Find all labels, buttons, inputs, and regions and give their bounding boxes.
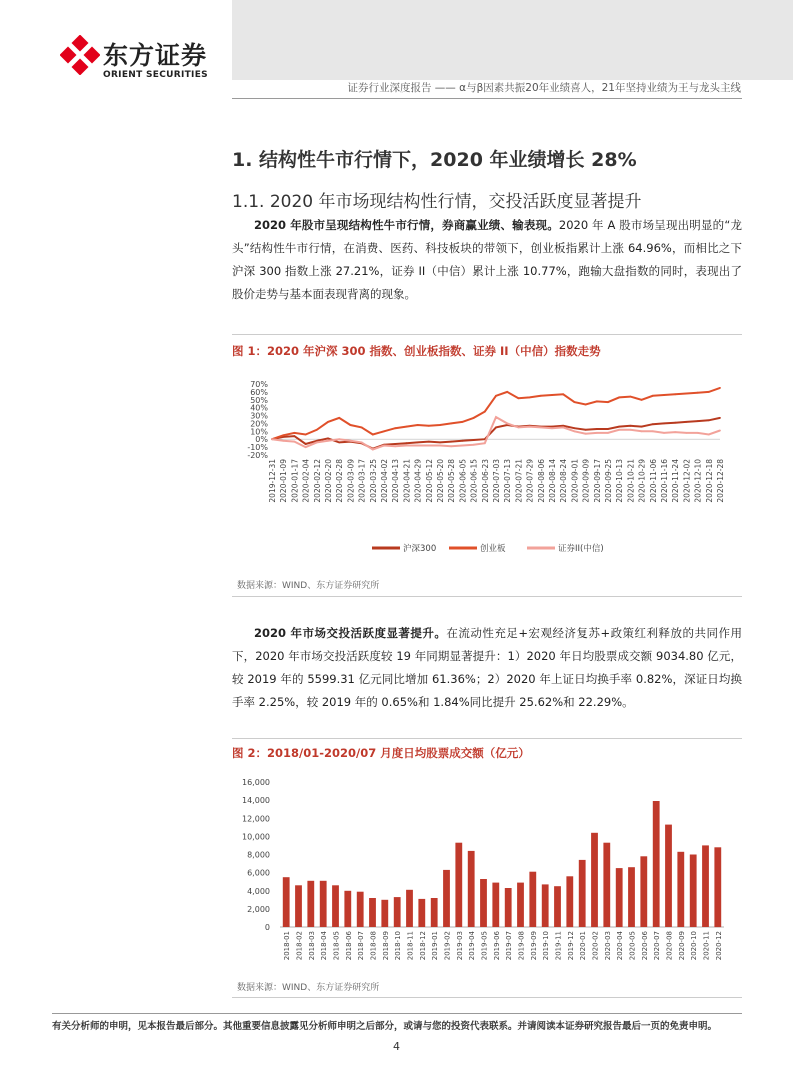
- data-point: [439, 445, 441, 447]
- y-tick-label: 2,000: [247, 904, 270, 914]
- data-point: [708, 434, 710, 436]
- x-tick-label: 2020-12-18: [704, 459, 714, 503]
- bar: [616, 868, 623, 927]
- x-tick-label: 2020-09-01: [570, 459, 580, 503]
- x-tick-label: 2019-10: [542, 931, 551, 961]
- turnover-bar-chart: [232, 774, 742, 970]
- paragraph-body: 2020 年 A 股市场呈现出明显的“龙头”结构性牛市行情，在消费、医药、科技板块的带领下，创业板指累计上涨 64.96%，而相比之下沪深 300 指数上涨 27.21%，证券 II（中信）累计上涨 10.77%，跑输大盘指数的同时，表现出了股价走势与基本面表现背离的现象。: [232, 218, 742, 301]
- bar: [492, 883, 499, 927]
- x-tick-label: 2020-07-29: [525, 459, 535, 503]
- x-tick-label: 2020-02-12: [312, 459, 322, 503]
- bar: [455, 843, 462, 927]
- data-point: [630, 396, 632, 398]
- bar: [468, 851, 475, 927]
- y-tick-label: 60%: [250, 387, 268, 397]
- x-tick-label: 2020-05-12: [424, 459, 434, 503]
- bar: [640, 856, 647, 927]
- data-point: [574, 427, 576, 429]
- logo-text-en: ORIENT SECURITIES: [103, 70, 208, 80]
- data-point: [316, 442, 318, 444]
- x-tick-label: 2019-02: [443, 931, 452, 961]
- x-tick-label: 2020-06-23: [480, 459, 490, 503]
- x-tick-label: 2020-04-29: [413, 459, 423, 503]
- x-tick-label: 2020-02: [591, 931, 600, 961]
- figure1-bottom-rule: [232, 596, 742, 597]
- data-point: [462, 421, 464, 423]
- data-point: [551, 427, 553, 429]
- data-point: [417, 424, 419, 426]
- data-point: [686, 393, 688, 395]
- bar: [542, 884, 549, 927]
- data-point: [618, 429, 620, 431]
- data-point: [585, 433, 587, 435]
- y-tick-label: -10%: [247, 443, 268, 453]
- x-tick-label: 2020-11-16: [660, 459, 669, 503]
- x-tick-label: 2020-12: [714, 931, 723, 961]
- x-tick-label: 2018-04: [320, 931, 329, 961]
- bar: [431, 898, 438, 927]
- bar: [406, 890, 413, 927]
- x-tick-label: 2018-06: [344, 931, 353, 961]
- data-point: [495, 395, 497, 397]
- data-point: [316, 429, 318, 431]
- bar: [603, 843, 610, 927]
- data-point: [540, 427, 542, 429]
- x-tick-label: 2019-12: [566, 931, 575, 961]
- data-point: [282, 440, 284, 442]
- x-tick-label: 2020-07-21: [514, 459, 524, 503]
- x-tick-label: 2018-03: [307, 931, 316, 961]
- data-point: [338, 438, 340, 440]
- x-tick-label: 2020-01-17: [290, 459, 300, 503]
- data-point: [518, 397, 520, 399]
- data-point: [641, 426, 643, 428]
- x-tick-label: 2020-11-24: [671, 459, 681, 503]
- subsection-heading: 1.1. 2020 年市场现结构性行情，交投活跃度显著提升: [232, 192, 642, 212]
- bar: [579, 860, 586, 927]
- y-tick-label: 20%: [250, 419, 268, 429]
- data-point: [518, 427, 520, 429]
- data-point: [473, 444, 475, 446]
- bar: [566, 876, 573, 927]
- y-tick-label: 8,000: [247, 850, 270, 860]
- figure1-top-rule: [232, 334, 742, 335]
- data-point: [607, 432, 609, 434]
- header-divider: [232, 98, 742, 99]
- paragraph-trading-activity: [232, 622, 742, 714]
- x-tick-label: 2020-09: [677, 931, 686, 961]
- x-tick-label: 2020-04: [616, 931, 625, 961]
- paragraph-lead: 2020 年股市呈现结构性牛市行情，券商赢业绩、输表现。: [254, 218, 559, 232]
- data-point: [562, 427, 564, 429]
- data-point: [428, 425, 430, 427]
- x-tick-label: 2020-08-06: [536, 459, 546, 503]
- y-tick-label: 12,000: [242, 814, 270, 824]
- data-point: [361, 442, 363, 444]
- x-tick-label: 2020-03-09: [346, 459, 356, 503]
- page-number: 4: [393, 1040, 400, 1053]
- data-point: [652, 430, 654, 432]
- x-tick-label: 2019-11: [554, 931, 563, 961]
- data-point: [383, 430, 385, 432]
- x-tick-label: 2020-11: [702, 931, 711, 961]
- bar: [480, 879, 487, 927]
- x-tick-label: 2018-02: [295, 931, 304, 961]
- x-tick-label: 2020-03-17: [357, 459, 367, 503]
- data-point: [630, 425, 632, 427]
- data-point: [674, 393, 676, 395]
- data-point: [294, 435, 296, 437]
- x-tick-label: 2020-10-13: [615, 459, 625, 503]
- data-point: [708, 391, 710, 393]
- data-point: [394, 443, 396, 445]
- x-tick-label: 2018-09: [381, 931, 390, 961]
- data-point: [450, 423, 452, 425]
- disclaimer-text: 有关分析师的申明，见本报告最后部分。其他重要信息披露见分析师申明之后部分，或请与您的投资代表联系。并请阅读本证券研究报告最后一页的免责申明。: [52, 1021, 718, 1032]
- data-point: [462, 445, 464, 447]
- figure2-bottom-rule: [232, 997, 742, 998]
- section-heading: 1. 结构性牛市行情下，2020 年业绩增长 28%: [232, 149, 637, 171]
- data-point: [439, 442, 441, 444]
- data-point: [652, 395, 654, 397]
- data-point: [540, 395, 542, 397]
- data-point: [697, 392, 699, 394]
- x-tick-label: 2019-03: [455, 931, 464, 961]
- x-tick-label: 2020-08-14: [548, 459, 557, 503]
- x-tick-label: 2018-05: [332, 931, 341, 961]
- data-point: [327, 440, 329, 442]
- y-tick-label: 0: [264, 923, 270, 932]
- data-point: [506, 391, 508, 393]
- logo-text-cn: 东方证券: [103, 41, 208, 70]
- paragraph-lead: 2020 年市场交投活跃度显著提升。: [254, 626, 447, 640]
- data-point: [618, 397, 620, 399]
- x-tick-label: 2020-07-03: [492, 459, 501, 503]
- x-tick-label: 2020-09-09: [581, 459, 591, 503]
- x-tick-label: 2018-12: [418, 931, 427, 961]
- x-tick-label: 2020-06-05: [458, 459, 468, 503]
- x-tick-label: 2020-03: [603, 931, 612, 961]
- data-point: [406, 442, 408, 444]
- figure2-source: 数据来源：WIND、东方证券研究所: [237, 983, 380, 993]
- data-point: [574, 401, 576, 403]
- x-tick-label: 2018-08: [369, 931, 378, 961]
- data-point: [361, 427, 363, 429]
- data-point: [294, 432, 296, 434]
- data-point: [473, 439, 475, 441]
- data-point: [305, 434, 307, 436]
- data-point: [428, 441, 430, 443]
- x-tick-label: 2020-01-09: [279, 459, 289, 503]
- x-tick-label: 2018-07: [357, 931, 366, 961]
- x-tick-label: 2019-09: [529, 931, 538, 961]
- footer-divider: [52, 1013, 742, 1014]
- x-tick-label: 2019-04: [468, 931, 477, 961]
- data-point: [596, 432, 598, 434]
- x-tick-label: 2020-08: [665, 931, 674, 961]
- data-point: [450, 441, 452, 443]
- data-point: [372, 434, 374, 436]
- y-tick-label: 50%: [250, 395, 268, 405]
- data-point: [462, 440, 464, 442]
- x-tick-label: 2018-11: [406, 931, 415, 961]
- data-point: [674, 422, 676, 424]
- data-point: [383, 445, 385, 447]
- paragraph-market-trend: [232, 214, 742, 306]
- bar: [344, 891, 351, 927]
- data-point: [338, 417, 340, 419]
- x-tick-label: 2020-09-25: [604, 459, 613, 503]
- bar: [554, 886, 561, 927]
- x-tick-label: 2020-06-15: [469, 459, 479, 503]
- x-tick-label: 2020-04-21: [402, 459, 412, 503]
- data-point: [495, 416, 497, 418]
- x-tick-label: 2020-07: [653, 931, 662, 961]
- data-point: [663, 432, 665, 434]
- x-tick-label: 2020-12-28: [716, 459, 725, 503]
- data-point: [450, 445, 452, 447]
- data-point: [506, 423, 508, 425]
- x-tick-label: 2020-07-13: [503, 459, 513, 503]
- y-tick-label: -20%: [247, 451, 268, 460]
- x-tick-label: 2018-10: [394, 931, 403, 961]
- paragraph-body: 在流动性充足+宏观经济复苏+政策红利释放的共同作用下，2020 年市场交投活跃度较 19 年同期显著提升：1）2020 年日均股票成交额 9034.80 亿元，较 2019 年的 5599.31 亿元同比增加 61.36%；2）2020 年上证日均换手率 0.82%，深证日均换手率 2.25%，较 2019 年的 0.65%和 1.84%同比提升 25.62%和 22.29%。: [232, 626, 742, 709]
- data-point: [618, 426, 620, 428]
- x-tick-label: 2020-04-13: [391, 459, 401, 503]
- data-point: [406, 445, 408, 447]
- bar: [714, 847, 721, 927]
- data-point: [719, 417, 721, 419]
- bar: [332, 885, 339, 927]
- y-tick-label: 16,000: [242, 778, 270, 787]
- data-point: [596, 401, 598, 403]
- bar: [307, 881, 314, 927]
- data-point: [719, 387, 721, 389]
- data-point: [350, 440, 352, 442]
- data-point: [282, 434, 284, 436]
- figure1-source: 数据来源：WIND、东方证券研究所: [237, 581, 380, 591]
- series-line: [272, 418, 720, 449]
- x-tick-label: 2019-01: [431, 931, 440, 961]
- data-point: [574, 430, 576, 432]
- bar: [369, 898, 376, 927]
- bar: [283, 877, 290, 927]
- x-tick-label: 2020-10-21: [626, 459, 636, 503]
- bar: [690, 855, 697, 928]
- data-point: [551, 394, 553, 396]
- running-title: 证券行业深度报告 —— α与β因素共振20年业绩喜人，21年坚持业绩为王与龙头主线: [347, 82, 741, 94]
- data-point: [484, 411, 486, 413]
- x-tick-label: 2020-08-24: [559, 459, 569, 503]
- data-point: [372, 449, 374, 451]
- index-trend-line-chart: [232, 372, 742, 562]
- data-point: [529, 426, 531, 428]
- bar: [320, 881, 327, 927]
- data-point: [630, 429, 632, 431]
- y-tick-label: 40%: [250, 403, 268, 413]
- legend-label: 沪深300: [403, 544, 437, 554]
- bar: [517, 883, 524, 927]
- bar: [443, 870, 450, 927]
- bar: [529, 872, 536, 927]
- x-tick-label: 2020-01: [579, 931, 588, 961]
- bar: [653, 801, 660, 927]
- data-point: [294, 441, 296, 443]
- data-point: [607, 401, 609, 403]
- data-point: [641, 430, 643, 432]
- x-tick-label: 2020-04-02: [380, 459, 389, 503]
- y-tick-label: 10%: [250, 427, 268, 437]
- data-point: [327, 421, 329, 423]
- y-tick-label: 6,000: [247, 868, 270, 878]
- data-point: [697, 432, 699, 434]
- data-point: [641, 399, 643, 401]
- y-tick-label: 70%: [250, 380, 268, 389]
- figure2-top-rule: [232, 738, 742, 739]
- x-tick-label: 2020-02-20: [324, 459, 333, 503]
- data-point: [305, 443, 307, 445]
- data-point: [663, 394, 665, 396]
- x-tick-label: 2019-12-31: [268, 459, 277, 503]
- bar: [505, 888, 512, 927]
- x-tick-label: 2020-10: [690, 931, 699, 961]
- orient-logo-icon: [60, 35, 100, 79]
- data-point: [585, 404, 587, 406]
- bar: [295, 885, 302, 927]
- x-tick-label: 2020-05: [628, 931, 637, 961]
- x-tick-label: 2020-09-17: [592, 459, 602, 503]
- x-tick-label: 2020-12-10: [693, 458, 703, 503]
- data-point: [428, 445, 430, 447]
- data-point: [697, 420, 699, 422]
- x-tick-label: 2020-10-29: [637, 459, 647, 503]
- bar: [394, 897, 401, 927]
- x-tick-label: 2020-11-06: [648, 459, 658, 503]
- bar: [677, 852, 684, 927]
- bar: [381, 900, 388, 927]
- data-point: [708, 419, 710, 421]
- x-tick-label: 2020-02-04: [301, 459, 311, 503]
- y-tick-label: 10,000: [242, 832, 270, 842]
- y-tick-label: 0%: [255, 435, 268, 445]
- data-point: [674, 431, 676, 433]
- data-point: [417, 442, 419, 444]
- bar: [665, 825, 672, 927]
- legend-label: 证券II(中信): [558, 544, 604, 554]
- x-tick-label: 2020-05-20: [436, 459, 445, 503]
- data-point: [596, 428, 598, 430]
- bar: [418, 899, 425, 927]
- y-tick-label: 4,000: [247, 886, 270, 896]
- figure2-title: 图 2：2018/01-2020/07 月度日均股票成交额（亿元）: [232, 746, 530, 760]
- data-point: [305, 446, 307, 448]
- figure1-title: 图 1：2020 年沪深 300 指数、创业板指数、证券 II（中信）指数走势: [232, 344, 601, 358]
- data-point: [394, 427, 396, 429]
- data-point: [607, 428, 609, 430]
- data-point: [663, 423, 665, 425]
- x-tick-label: 2020-02-28: [335, 459, 345, 503]
- data-point: [417, 445, 419, 447]
- header-band: [232, 0, 793, 80]
- bar: [628, 867, 635, 927]
- data-point: [406, 426, 408, 428]
- x-tick-label: 2020-06: [640, 931, 649, 961]
- data-point: [473, 417, 475, 419]
- data-point: [327, 438, 329, 440]
- legend-label: 创业板: [480, 544, 506, 554]
- data-point: [719, 430, 721, 432]
- data-point: [562, 393, 564, 395]
- data-point: [495, 427, 497, 429]
- x-tick-label: 2020-05-28: [447, 459, 457, 503]
- bar: [591, 833, 598, 927]
- data-point: [529, 397, 531, 399]
- data-point: [484, 442, 486, 444]
- x-tick-label: 2020-12-02: [682, 459, 692, 503]
- y-tick-label: 30%: [250, 411, 268, 421]
- x-tick-label: 2020-03-25: [368, 459, 378, 503]
- y-tick-label: 14,000: [242, 796, 270, 806]
- data-point: [585, 429, 587, 431]
- x-tick-label: 2019-05: [480, 931, 489, 961]
- series-line: [272, 417, 720, 449]
- data-point: [394, 445, 396, 447]
- bar: [702, 845, 709, 927]
- x-tick-label: 2019-08: [517, 931, 526, 961]
- data-point: [686, 432, 688, 434]
- data-point: [350, 424, 352, 426]
- x-tick-label: 2018-01: [283, 931, 292, 961]
- data-point: [271, 438, 273, 440]
- data-point: [439, 424, 441, 426]
- bar: [357, 892, 364, 927]
- data-point: [686, 421, 688, 423]
- data-point: [652, 423, 654, 425]
- x-tick-label: 2019-07: [505, 931, 514, 961]
- x-tick-label: 2019-06: [492, 931, 501, 961]
- data-point: [338, 442, 340, 444]
